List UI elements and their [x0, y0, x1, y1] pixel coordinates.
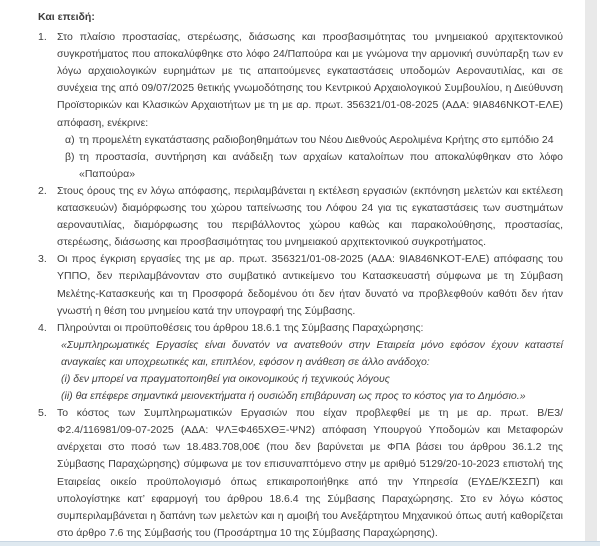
item-text: Οι προς έγκριση εργασίες της με αρ. πρωτ. 356321/01-08-2025 (ΑΔΑ: 9ΙΑ846ΝΚΟΤ-ΕΛΕ) απόφασης του ΥΠΠΟ, δεν περιλαμβάνονταν στο συμβατικό αντικείμενο του Κατασκευαστή σύμφωνα με τη Σύμβαση Μελέτης-Κατασκευής και τη Προσφορά δεδομένου ότι δεν ήταν δυνατό να προβλεφθούν καθότι δεν ήταν γνωστή η θέση του μνημείου κατά την υπογραφή της Σύμβασης. [57, 253, 563, 317]
sub-item-b [65, 149, 563, 183]
item-body [57, 405, 563, 542]
item-body [57, 183, 563, 251]
quote-line: (ii) θα επέφερε σημαντικά μειονεκτήματα ή ουσιώδη επιβάρυνση ως προς το κόστος για το Δημόσιο.» [61, 390, 526, 403]
item-text: Πληρούνται οι προϋποθέσεις του άρθρου 18.6.1 της Σύμβασης Παραχώρησης: [57, 321, 424, 334]
list-item-5 [38, 405, 563, 542]
quote-line: «Συμπληρωματικές Εργασίες είναι δυνατόν να ανατεθούν στην Εταιρεία μόνο εφόσον έχουν καταστεί αναγκαίες και υποχρεωτικές και, επιπλέον, εφόσον η ανάθεση σε άλλο ανάδοχο: [61, 338, 563, 368]
item-text: Στους όρους της εν λόγω απόφασης, περιλαμβάνεται η εκτέλεση εργασιών (εκπόνηση μελετών και εκτέλεση κατασκευών) διαμόρφωσης του χώρου ταπείνωσης του Λόφου 24 για τις εγκαταστάσεις των συστημάτων αεροναυτιλίας, διαμόρφωσης του περιβάλλοντος χώρου καθώς και παρακολούθησης, προστασίας, στερέωσης, διάσωσης και προσβασιμότητας του μνημειακού αρχιτεκτονικού συγκροτήματος. [57, 184, 563, 249]
document-page [38, 9, 563, 542]
list-item-2 [38, 183, 563, 251]
item-body [57, 29, 563, 183]
vertical-scrollbar-track[interactable] [585, 0, 597, 542]
item-number: 3. [38, 253, 47, 266]
item-body [57, 320, 563, 405]
list-item-1 [38, 29, 563, 183]
contract-quote-block [61, 337, 563, 405]
item-number: 5. [38, 407, 47, 420]
item-number: 2. [38, 184, 47, 197]
document-heading: Και επειδή: [38, 11, 95, 23]
item-number: 1. [38, 31, 47, 44]
list-item-4 [38, 320, 563, 405]
sub-item-a [65, 132, 563, 149]
item-body [57, 251, 563, 319]
item-number: 4. [38, 321, 47, 334]
item-text: Το κόστος των Συμπληρωματικών Εργασιών που είχαν προβλεφθεί με τη με αρ. πρωτ. Β/Ε3/Φ2.4/116981/09-07-2025 (ΑΔΑ: ΨΛΞΦ465ΧΘΞ-ΨΝ2) απόφαση Υπουργού Υποδομών και Μεταφορών ανέρχεται στο ποσό των 18.483.708,00€ (που δεν βαρύνεται με ΦΠΑ βάσει του άρθρου 36.1.2 της Σύμβασης Παραχώρησης) σύμφωνα με τον επισυναπτόμενο στην με αριθμό 5129/20-10-2023 επιστολή της Εταιρείας οικείο προϋπολογισμό όπως επικαιροποιήθηκε από την Υπηρεσία (ΕΥΔΕ/ΚΣΕΣΠ) και υπολογίστηκε κατ’ εφαρμογή του άρθρου 18.6.4 της Σύμβασης Παραχώρησης. Στο εν λόγω κόστος συμπεριλαμβάνεται η δαπάνη των μελετών και η αμοιβή του Ανεξάρτητου Μηχανικού όπως αυτή καθορίζεται στο άρθρο 7.6 της Σύμβασής του (Προσάρτημα 10 της Σύμβασης Παραχώρησης). [57, 407, 563, 539]
sub-item-text: τη προμελέτη εγκατάστασης ραδιοβοηθημάτων του Νέου Διεθνούς Αερολιμένα Κρήτης στο εμπόδιο 24 [79, 133, 554, 146]
list-item-3 [38, 251, 563, 319]
sub-item-marker: β) [65, 150, 75, 163]
sub-item-marker: α) [65, 133, 75, 146]
sub-item-text: τη προστασία, συντήρηση και ανάδειξη των αρχαίων καταλοίπων που αποκαλύφθηκαν στο λόφο «Παπούρα» [79, 150, 563, 180]
quote-line: (i) δεν μπορεί να πραγματοποιηθεί για οικονομικούς ή τεχνικούς λόγους [61, 372, 390, 385]
item-text: Στο πλαίσιο προστασίας, στερέωσης, διάσωσης και προσβασιμότητας του μνημειακού αρχιτεκτονικού συγκροτήματος που αποκαλύφθηκε στο λόφο 24/Παπούρα και με γνώμονα την αρμονική συνύπαρξη των εν λόγω αρχαιολογικών ευρημάτων με τις απαιτούμενες εγκαταστάσεις υποδομών Αεροναυτιλίας, και σε συνέχεια της από 09/07/2025 θετικής γνωμοδότησης του Κεντρικού Αρχαιολογικού Συμβουλίου, η Διεύθυνση Προϊστορικών και Κλασικών Αρχαιοτήτων με τη με αρ. πρωτ. 356321/01-08-2025 (ΑΔΑ: 9ΙΑ846ΝΚΟΤ-ΕΛΕ) απόφαση, ενέκρινε: [57, 31, 563, 129]
next-page-edge [0, 541, 600, 546]
